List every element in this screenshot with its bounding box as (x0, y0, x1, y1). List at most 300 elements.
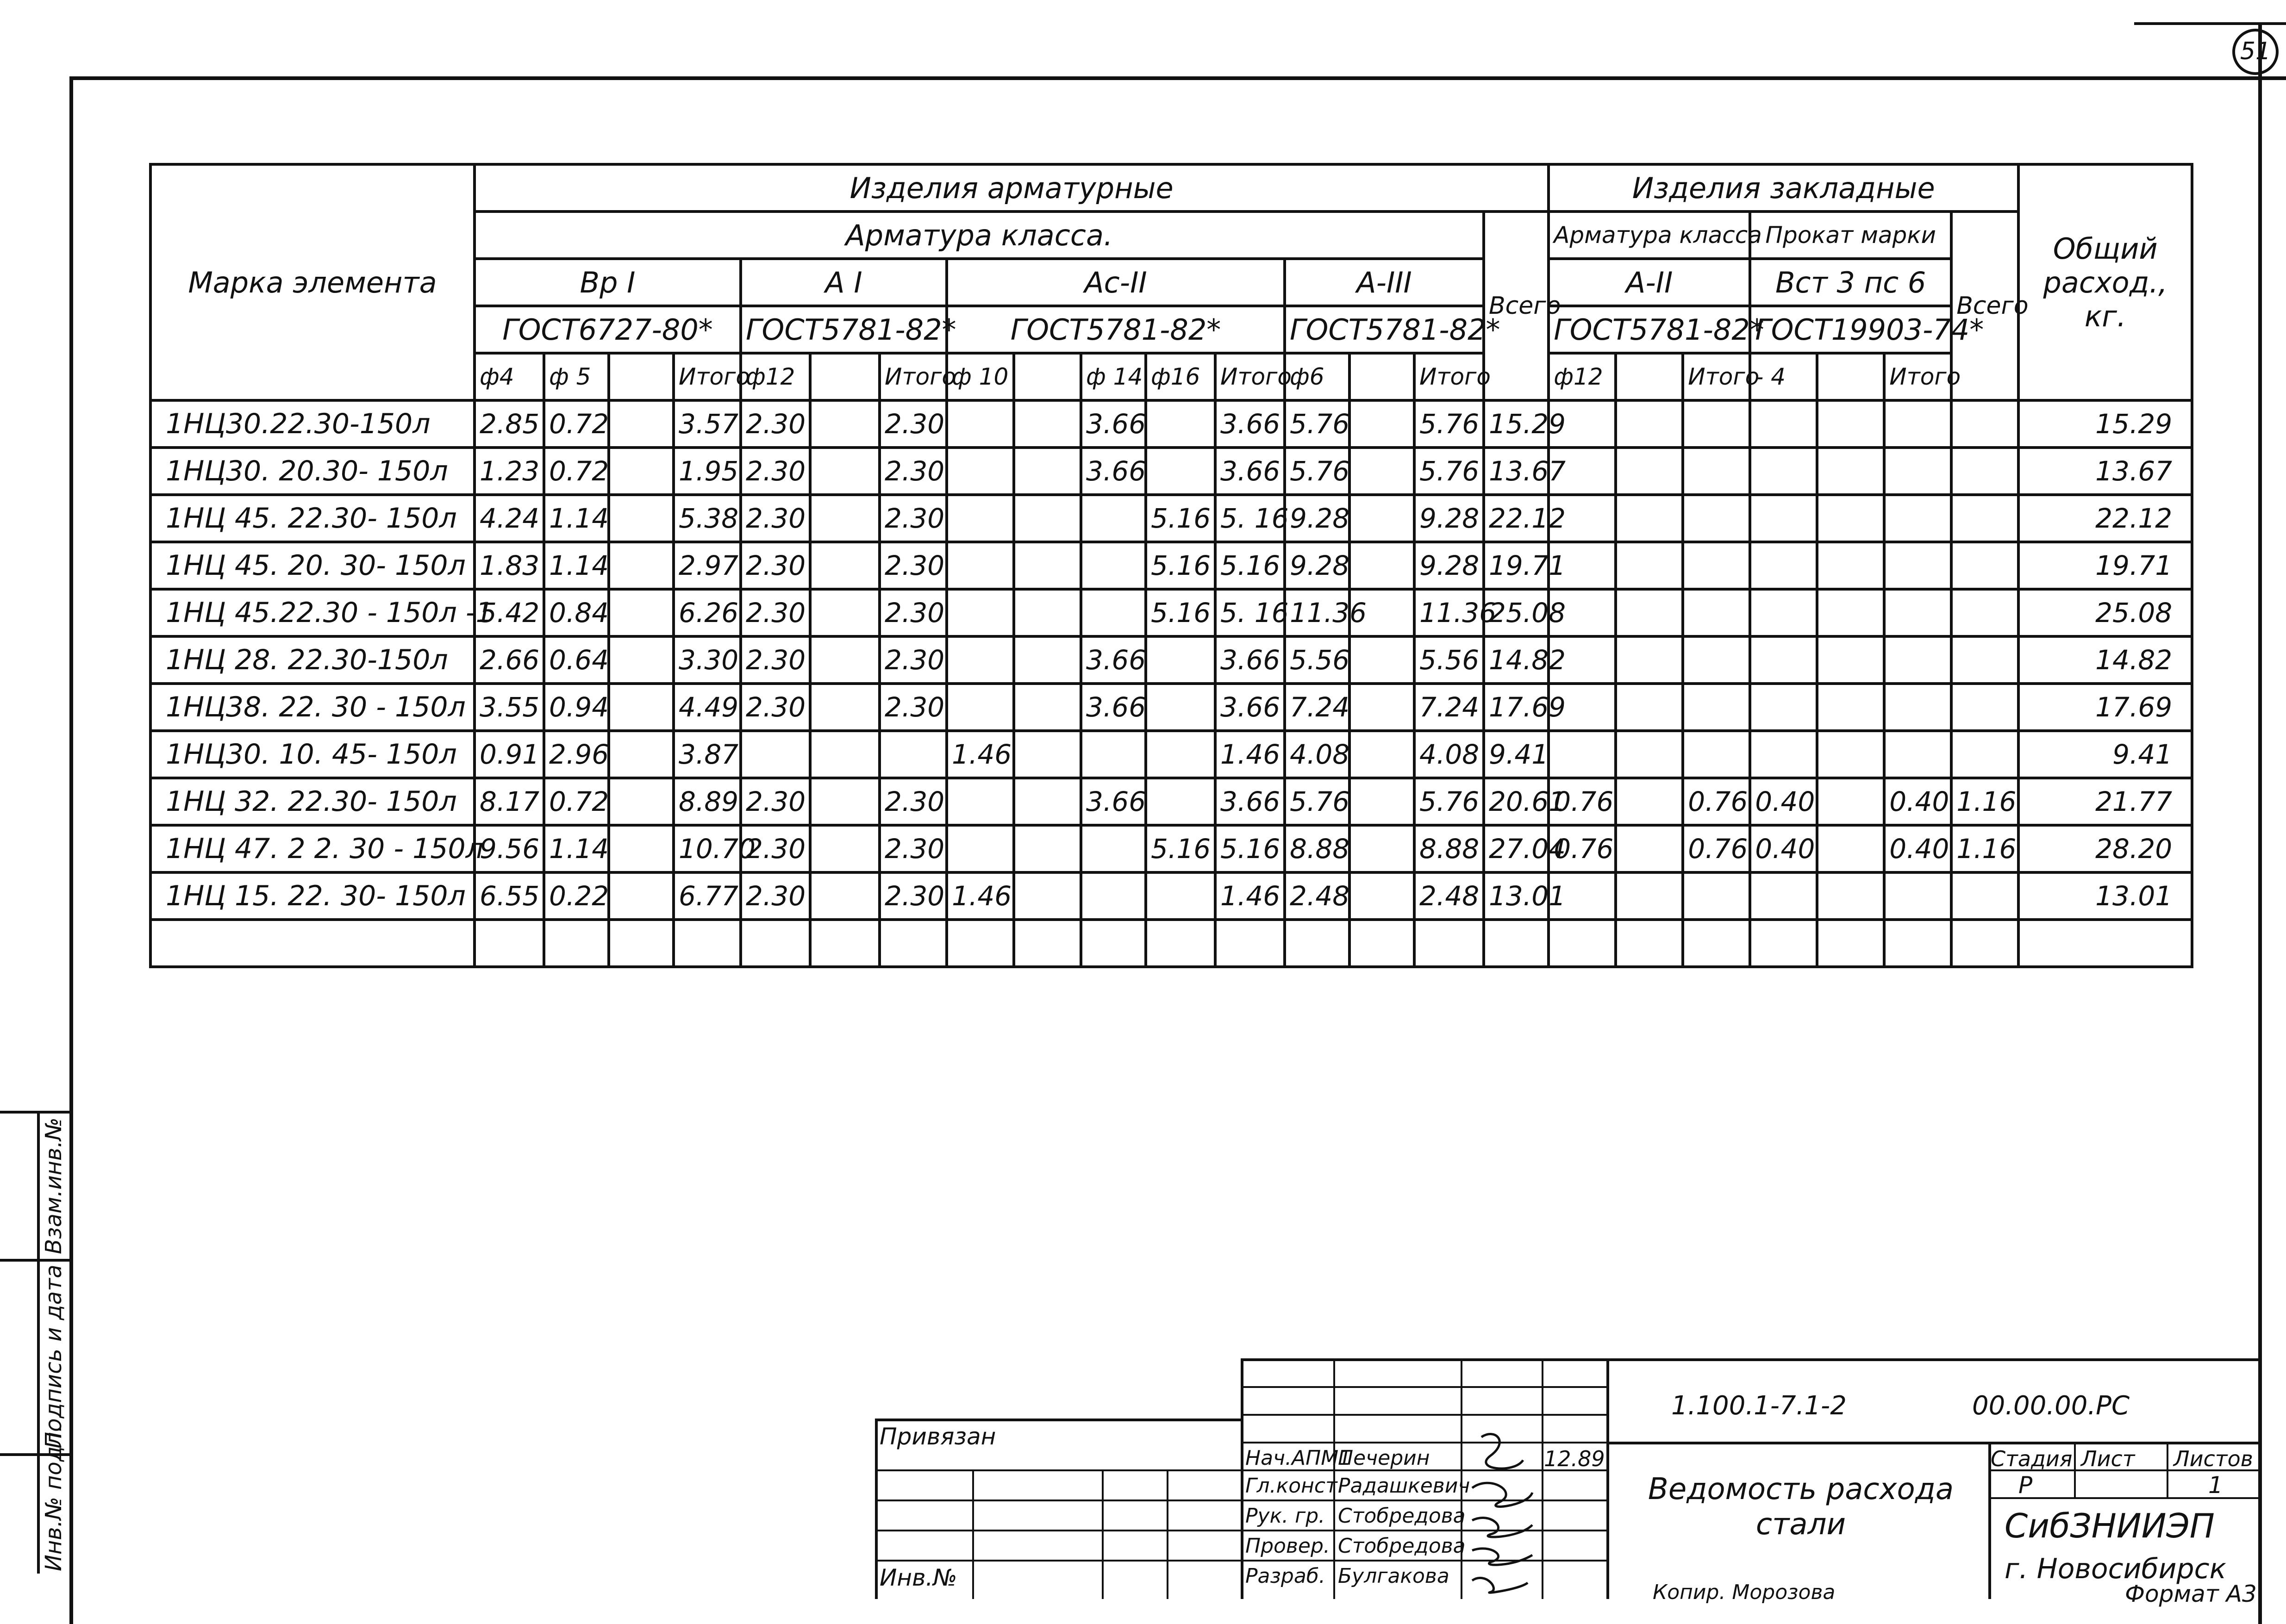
subcol-header-11: Итого (1215, 353, 1285, 400)
row-cell (1683, 448, 1750, 495)
tb-col-p3 (1167, 1469, 1168, 1599)
row-cell (1750, 684, 1817, 731)
row-cell: 17.69 (1484, 684, 1549, 731)
row-cell (1817, 636, 1884, 684)
row-cell (1549, 731, 1616, 778)
side-stamp (0, 1111, 69, 1574)
row-cell: 5.76 (1285, 448, 1349, 495)
row-cell-empty (1750, 920, 1817, 967)
row-mark: 1НЦ 45. 20. 30- 150л (150, 542, 475, 589)
row-cell-empty (1081, 920, 1146, 967)
row-mark: 1НЦ38. 22. 30 - 150л (150, 684, 475, 731)
row-cell (810, 778, 880, 825)
row-cell (1014, 542, 1081, 589)
mark-header: Марка элемента (150, 164, 475, 400)
row-cell: 2.97 (674, 542, 741, 589)
row-cell: 2.30 (741, 778, 810, 825)
emb-vsego-header: Всего (1951, 212, 2018, 400)
row-cell (1683, 542, 1750, 589)
row-cell-empty (741, 920, 810, 967)
row-cell (1146, 731, 1215, 778)
row-cell (1683, 589, 1750, 636)
row-cell (1951, 636, 2018, 684)
row-cell (609, 495, 674, 542)
subcol-header-10: ф16 (1146, 353, 1215, 400)
row-cell (1817, 448, 1884, 495)
row-cell: 2.85 (475, 400, 544, 448)
row-cell (1349, 495, 1414, 542)
staff-role-3: Провер. (1245, 1534, 1330, 1558)
row-cell: 2.30 (880, 495, 947, 542)
row-cell: 2.30 (741, 636, 810, 684)
title-block (875, 1358, 2259, 1607)
row-cell: 19.71 (1484, 542, 1549, 589)
table-row (150, 400, 2192, 448)
tb-col-p2 (1102, 1469, 1104, 1599)
row-cell: 2.66 (475, 636, 544, 684)
row-cell: 5.56 (1414, 636, 1484, 684)
row-cell: 3.66 (1215, 636, 1285, 684)
row-cell (947, 825, 1014, 872)
row-cell: 2.30 (880, 448, 947, 495)
row-cell (947, 495, 1014, 542)
row-cell: 0.64 (544, 636, 609, 684)
row-cell (1951, 684, 2018, 731)
row-cell (1616, 589, 1683, 636)
row-cell (880, 731, 947, 778)
row-cell: 3.66 (1081, 684, 1146, 731)
row-cell (1817, 400, 1884, 448)
row-cell-empty (1215, 920, 1285, 967)
row-cell: 6.77 (674, 872, 741, 920)
row-cell (1750, 872, 1817, 920)
row-mark: 1НЦ30. 20.30- 150л (150, 448, 475, 495)
sheets-label: Листов (2174, 1446, 2253, 1471)
row-cell (947, 778, 1014, 825)
vsego-header: Всего (1484, 212, 1549, 400)
row-cell (1750, 731, 1817, 778)
side-label-podpis: Подпись и дата (41, 1264, 67, 1449)
side-label-vzam: Взам.инв.№ (41, 1117, 67, 1254)
row-cell: 5.42 (475, 589, 544, 636)
row-cell: 9.56 (475, 825, 544, 872)
staff-name-1: Радашкевич (1338, 1474, 1470, 1498)
row-cell: 5.16 (1215, 542, 1285, 589)
signature-marks (1463, 1428, 1542, 1599)
tb-top (1241, 1358, 2259, 1361)
row-cell: 2.30 (741, 495, 810, 542)
row-cell: 0.76 (1683, 778, 1750, 825)
row-cell: 13.01 (2018, 872, 2192, 920)
subcol-header-4: ф12 (741, 353, 810, 400)
row-cell (1683, 400, 1750, 448)
row-cell: 8.88 (1285, 825, 1349, 872)
subcol-header-5 (810, 353, 880, 400)
row-cell (1014, 448, 1081, 495)
row-cell: 28.20 (2018, 825, 2192, 872)
emb-rolled-header: Прокат марки (1750, 212, 1951, 259)
row-cell (609, 825, 674, 872)
row-cell (810, 589, 880, 636)
row-cell: 2.30 (741, 400, 810, 448)
row-cell: 8.17 (475, 778, 544, 825)
table-row (150, 778, 2192, 825)
row-cell-empty (609, 920, 674, 967)
tb-row-top3 (1241, 1442, 1606, 1444)
row-cell (947, 448, 1014, 495)
row-cell (609, 400, 674, 448)
row-cell: 5.76 (1285, 778, 1349, 825)
row-cell: 2.96 (544, 731, 609, 778)
row-cell (1750, 495, 1817, 542)
row-cell (1817, 589, 1884, 636)
subcol-header-19: - 4 (1750, 353, 1817, 400)
row-cell: 2.30 (741, 684, 810, 731)
row-cell (1349, 542, 1414, 589)
row-cell (810, 542, 880, 589)
row-cell (1081, 731, 1146, 778)
subcol-header-8 (1014, 353, 1081, 400)
doc-code: 1.100.1-7.1-2 (1671, 1391, 1847, 1421)
row-cell: 2.30 (741, 542, 810, 589)
subcol-header-7: ф 10 (947, 353, 1014, 400)
row-cell: 5.76 (1285, 400, 1349, 448)
row-cell: 2.30 (880, 872, 947, 920)
row-cell: 0.76 (1683, 825, 1750, 872)
row-cell (1884, 872, 1951, 920)
row-cell: 1.46 (947, 731, 1014, 778)
row-cell (1951, 448, 2018, 495)
row-cell (1616, 872, 1683, 920)
row-cell-empty (880, 920, 947, 967)
row-cell (1014, 825, 1081, 872)
row-cell: 27.04 (1484, 825, 1549, 872)
row-cell-empty (1884, 920, 1951, 967)
org-city: г. Новосибирск (2005, 1553, 2226, 1585)
row-cell (810, 495, 880, 542)
row-cell: 5.76 (1414, 400, 1484, 448)
row-cell-empty (475, 920, 544, 967)
row-cell (1014, 778, 1081, 825)
row-cell: 2.30 (880, 542, 947, 589)
row-cell (1616, 825, 1683, 872)
row-cell (1683, 684, 1750, 731)
row-cell (1884, 684, 1951, 731)
row-cell: 1.83 (475, 542, 544, 589)
row-cell-empty (1683, 920, 1750, 967)
table-body (150, 400, 2192, 967)
side-line-d (37, 1111, 40, 1574)
subcol-header-18: Итого (1683, 353, 1750, 400)
row-cell (609, 589, 674, 636)
row-cell-empty (1349, 920, 1414, 967)
tb-left-upper (1241, 1358, 1243, 1599)
side-line-b (0, 1259, 69, 1262)
row-cell: 1.23 (475, 448, 544, 495)
row-cell (1951, 731, 2018, 778)
row-cell (947, 684, 1014, 731)
table-row (150, 636, 2192, 684)
row-cell: 0.76 (1549, 778, 1616, 825)
row-cell: 0.91 (475, 731, 544, 778)
row-cell (1081, 495, 1146, 542)
row-cell: 3.66 (1081, 636, 1146, 684)
row-cell (1146, 636, 1215, 684)
row-cell (1750, 542, 1817, 589)
row-cell: 3.66 (1215, 400, 1285, 448)
row-cell: 22.12 (1484, 495, 1549, 542)
staff-name-4: Булгакова (1338, 1564, 1449, 1588)
row-cell (1884, 400, 1951, 448)
row-cell (1081, 872, 1146, 920)
row-cell (1884, 589, 1951, 636)
row-cell: 4.08 (1285, 731, 1349, 778)
tb-privyazan-left (875, 1419, 878, 1599)
row-cell: 15.29 (1484, 400, 1549, 448)
row-cell: 20.61 (1484, 778, 1549, 825)
row-cell (609, 778, 674, 825)
row-mark: 1НЦ30.22.30-150л (150, 400, 475, 448)
tb-right-mid (1606, 1442, 2259, 1444)
row-cell (1616, 731, 1683, 778)
row-cell-empty (1146, 920, 1215, 967)
table-row (150, 542, 2192, 589)
row-mark: 1НЦ 32. 22.30- 150л (150, 778, 475, 825)
row-cell: 0.22 (544, 872, 609, 920)
table-row (150, 731, 2192, 778)
row-cell (1616, 542, 1683, 589)
row-cell: 9.41 (2018, 731, 2192, 778)
row-cell (1750, 448, 1817, 495)
doc-title-1 (1625, 1472, 1977, 1542)
row-cell: 3.87 (674, 731, 741, 778)
row-cell: 9.28 (1414, 495, 1484, 542)
row-cell (1884, 495, 1951, 542)
row-cell: 3.66 (1215, 684, 1285, 731)
row-cell (1951, 542, 2018, 589)
row-cell (810, 448, 880, 495)
row-cell: 14.82 (1484, 636, 1549, 684)
subcol-header-20 (1817, 353, 1884, 400)
row-cell: 5.38 (674, 495, 741, 542)
row-cell (1349, 825, 1414, 872)
row-cell-empty (1285, 920, 1349, 967)
row-cell-empty (1817, 920, 1884, 967)
row-cell (947, 636, 1014, 684)
subcol-header-2 (609, 353, 674, 400)
row-cell (1817, 872, 1884, 920)
row-cell: 2.30 (741, 825, 810, 872)
row-cell (1817, 731, 1884, 778)
row-cell: 5.16 (1146, 542, 1215, 589)
table-row-empty (150, 920, 2192, 967)
staff-name-0: Печерин (1338, 1446, 1430, 1470)
org-name: СибЗНИИЭП (2005, 1506, 2215, 1545)
privyazan-label: Привязан (880, 1423, 996, 1450)
embedded-header: Изделия закладные (1549, 164, 2018, 212)
row-cell-empty (1951, 920, 2018, 967)
tb-col-sign (1542, 1358, 1543, 1599)
row-cell: 9.28 (1285, 542, 1349, 589)
row-cell: 0.40 (1750, 825, 1817, 872)
staff-role-2: Рук. гр. (1245, 1504, 1325, 1528)
row-cell (1014, 731, 1081, 778)
row-cell (1884, 731, 1951, 778)
row-cell-empty (1484, 920, 1549, 967)
row-mark: 1НЦ30. 10. 45- 150л (150, 731, 475, 778)
row-cell: 0.40 (1750, 778, 1817, 825)
row-cell: 8.89 (674, 778, 741, 825)
row-cell: 2.30 (741, 448, 810, 495)
row-cell (1014, 872, 1081, 920)
row-cell (947, 589, 1014, 636)
table-row (150, 495, 2192, 542)
row-cell: 15.29 (2018, 400, 2192, 448)
staff-name-2: Стобредова (1338, 1504, 1466, 1528)
row-cell (609, 872, 674, 920)
emb-gost-a2: ГОСТ5781-82* (1549, 306, 1750, 353)
emb-gost-vst: ГОСТ19903-74* (1750, 306, 1951, 353)
row-mark: 1НЦ 47. 2 2. 30 - 150л (150, 825, 475, 872)
frame-left (69, 76, 73, 1624)
row-cell (1817, 542, 1884, 589)
row-cell: 19.71 (2018, 542, 2192, 589)
row-cell-empty (947, 920, 1014, 967)
row-cell: 22.12 (2018, 495, 2192, 542)
reinforcing-header: Изделия арматурные (475, 164, 1549, 212)
tb-row-top1 (1241, 1386, 1606, 1388)
row-cell: 2.30 (741, 872, 810, 920)
row-cell (1951, 495, 2018, 542)
row-cell: 4.08 (1414, 731, 1484, 778)
row-cell: 13.67 (2018, 448, 2192, 495)
row-cell: 5. 16 (1215, 495, 1285, 542)
row-cell-empty (544, 920, 609, 967)
subcol-header-14: Итого (1414, 353, 1484, 400)
row-cell (1146, 448, 1215, 495)
row-cell (1951, 872, 2018, 920)
row-cell: 3.66 (1081, 778, 1146, 825)
row-cell (1951, 400, 2018, 448)
row-cell: 0.72 (544, 448, 609, 495)
row-cell (1817, 778, 1884, 825)
subcol-header-12: ф6 (1285, 353, 1349, 400)
stage-value: Р (2018, 1472, 2033, 1499)
row-cell: 21.77 (2018, 778, 2192, 825)
page-number: 51 (2240, 37, 2271, 65)
row-cell: 1.14 (544, 542, 609, 589)
row-cell: 25.08 (2018, 589, 2192, 636)
reinforcing-class-header: Арматура класса. (475, 212, 1484, 259)
row-cell (1683, 872, 1750, 920)
row-cell (609, 448, 674, 495)
row-cell (1014, 495, 1081, 542)
total-header: Общий расход., кг. (2018, 164, 2192, 400)
page-number-badge (2232, 29, 2279, 75)
tb-stage-col2 (2167, 1442, 2168, 1497)
row-cell (1014, 400, 1081, 448)
row-cell: 5.56 (1285, 636, 1349, 684)
row-cell: 1.14 (544, 825, 609, 872)
row-mark: 1НЦ 45.22.30 - 150л -1 (150, 589, 475, 636)
subcol-header-6: Итого (880, 353, 947, 400)
row-cell: 8.88 (1414, 825, 1484, 872)
subcol-header-0: ф4 (475, 353, 544, 400)
row-cell (810, 684, 880, 731)
row-mark: 1НЦ 45. 22.30- 150л (150, 495, 475, 542)
row-cell: 6.26 (674, 589, 741, 636)
row-cell (609, 731, 674, 778)
doc-code-2: 00.00.00.РС (1972, 1391, 2130, 1421)
row-cell (1349, 448, 1414, 495)
row-cell: 1.14 (544, 495, 609, 542)
row-cell (1817, 825, 1884, 872)
tb-stage-col1 (2074, 1442, 2076, 1497)
row-cell (1146, 872, 1215, 920)
row-cell: 3.57 (674, 400, 741, 448)
row-cell (609, 636, 674, 684)
row-cell (947, 542, 1014, 589)
row-cell: 9.41 (1484, 731, 1549, 778)
row-cell: 5.16 (1146, 495, 1215, 542)
row-cell-empty (1014, 920, 1081, 967)
row-cell (1817, 684, 1884, 731)
tb-privyazan-top (875, 1419, 1241, 1421)
doc-title: Ведомость расхода стали (1648, 1472, 1954, 1542)
row-cell-empty (810, 920, 880, 967)
row-cell: 5.76 (1414, 778, 1484, 825)
row-cell-empty (1616, 920, 1683, 967)
row-cell (1750, 636, 1817, 684)
row-cell: 7.24 (1285, 684, 1349, 731)
inv-no-label: Инв.№ (880, 1564, 957, 1591)
row-cell: 14.82 (2018, 636, 2192, 684)
row-cell (1884, 542, 1951, 589)
gost-a1: ГОСТ5781-82* (741, 306, 947, 353)
row-cell (1014, 684, 1081, 731)
row-cell: 6.55 (475, 872, 544, 920)
emb-group-a2: А-II (1549, 259, 1750, 306)
format-label: Формат А3 (2125, 1580, 2257, 1607)
subcol-header-1: ф 5 (544, 353, 609, 400)
subcol-header-21: Итого (1884, 353, 1951, 400)
row-cell (1014, 589, 1081, 636)
row-cell: 5.16 (1146, 825, 1215, 872)
row-cell: 9.28 (1285, 495, 1349, 542)
group-a3: А-III (1285, 259, 1484, 306)
row-cell (609, 684, 674, 731)
row-cell: 17.69 (2018, 684, 2192, 731)
table-row (150, 589, 2192, 636)
row-cell: 2.30 (880, 778, 947, 825)
row-cell-empty (1549, 920, 1616, 967)
gost-a3: ГОСТ5781-82* (1285, 306, 1484, 353)
row-cell (810, 400, 880, 448)
side-label-podl: Инв.№ подл. (41, 1425, 67, 1571)
row-cell: 5.16 (1215, 825, 1285, 872)
row-cell: 3.66 (1215, 778, 1285, 825)
row-cell: 2.30 (880, 636, 947, 684)
frame-top (69, 76, 2286, 80)
subcol-header-16: ф12 (1549, 353, 1616, 400)
row-cell: 0.40 (1884, 778, 1951, 825)
staff-name-3: Стобредова (1338, 1534, 1466, 1558)
row-cell: 3.66 (1081, 400, 1146, 448)
row-cell: 2.48 (1285, 872, 1349, 920)
tb-row-top2 (1241, 1414, 1606, 1416)
row-cell: 1.95 (674, 448, 741, 495)
row-cell (1817, 495, 1884, 542)
